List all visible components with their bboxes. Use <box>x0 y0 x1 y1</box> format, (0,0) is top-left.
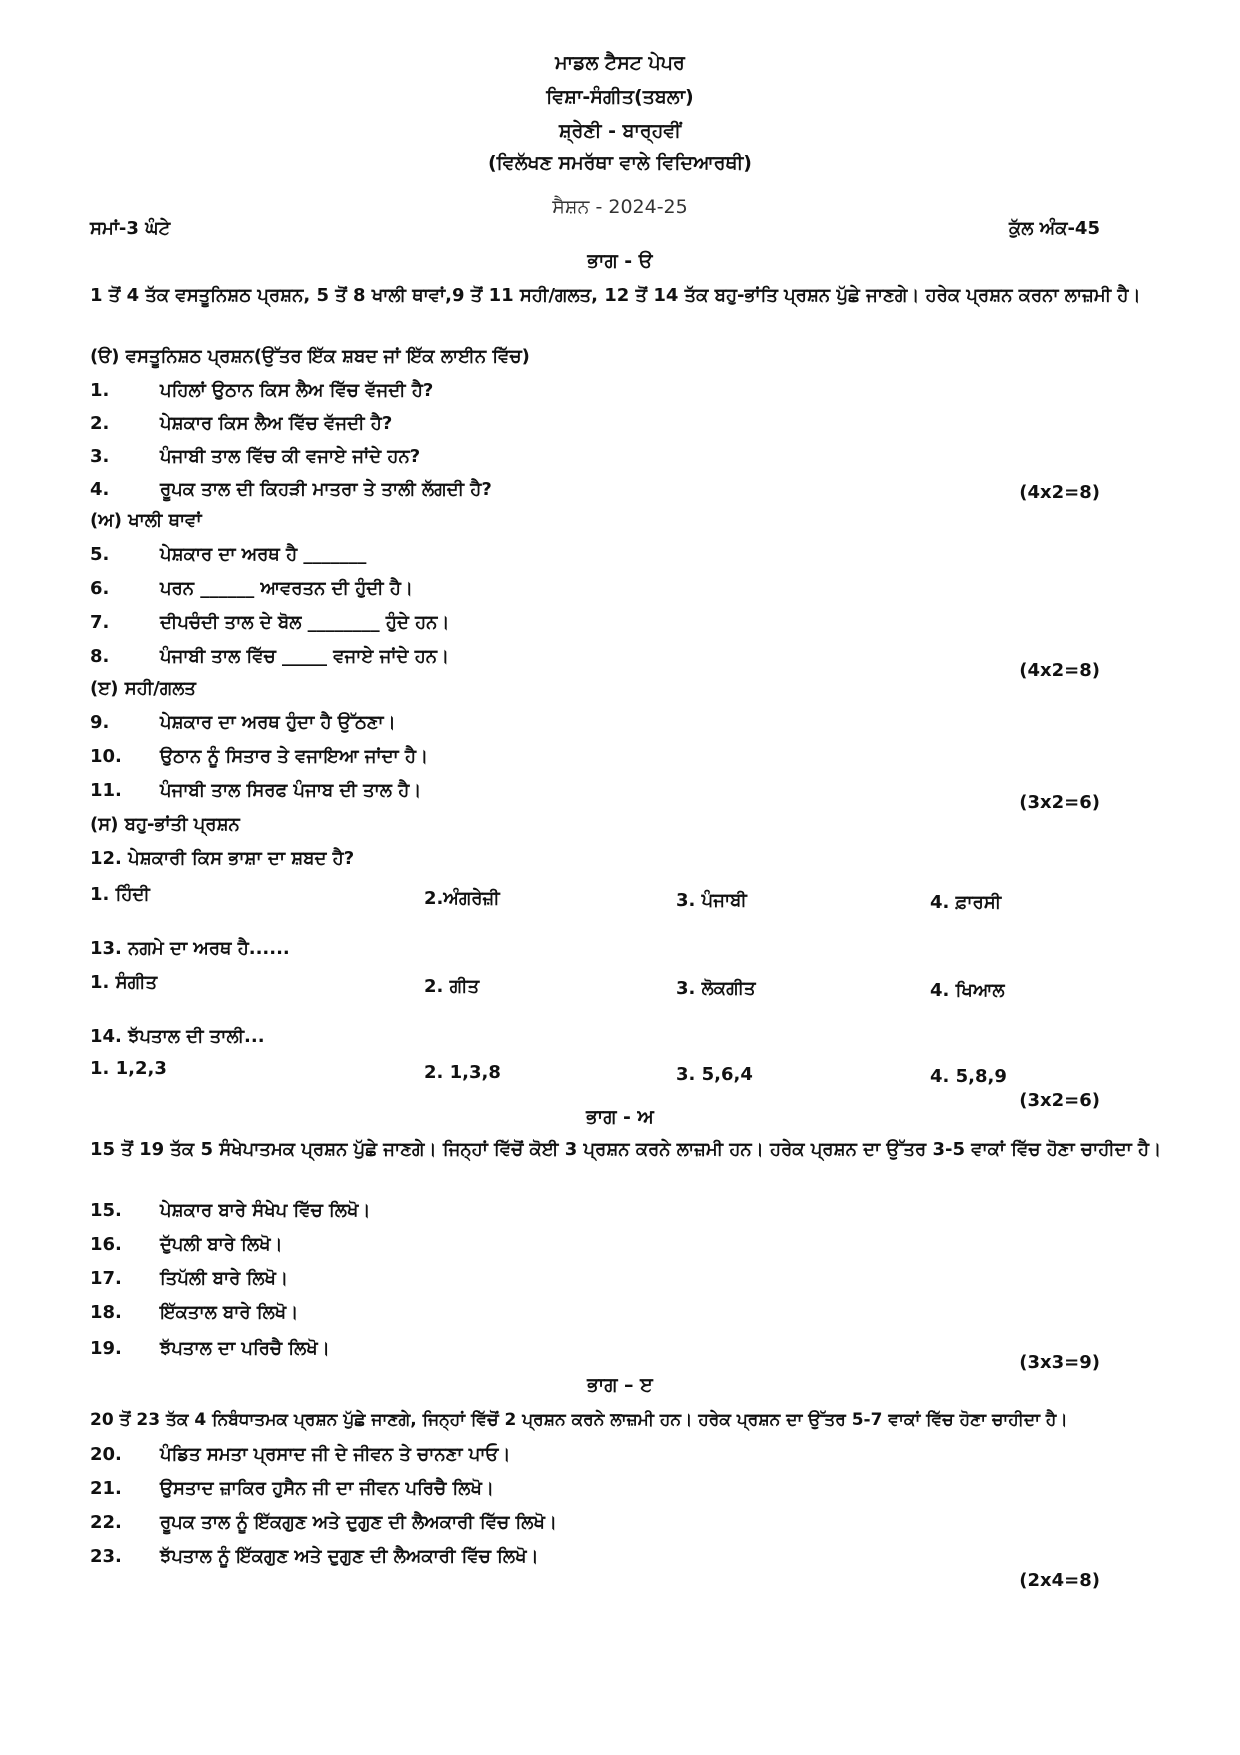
section-marks: (2x4=8) <box>1019 1570 1100 1591</box>
mcq-option: 1. ਹਿੰਦੀ <box>90 884 150 905</box>
question-text: ਉਠਾਨ ਨੂੰ ਸਿਤਾਰ ਤੇ ਵਜਾਇਆ ਜਾਂਦਾ ਹੈ। <box>160 746 429 767</box>
question-number: 21. <box>90 1478 122 1499</box>
mcq-option: 1. ਸੰਗੀਤ <box>90 972 158 993</box>
question-number: 17. <box>90 1268 122 1289</box>
question-text: ਪੇਸ਼ਕਾਰ ਕਿਸ ਲੈਅ ਵਿੱਚ ਵੱਜਦੀ ਹੈ? <box>160 413 393 434</box>
paper-title: ਮਾਡਲ ਟੈਸਟ ਪੇਪਰ <box>555 52 685 74</box>
mcq-option: 2. 1,3,8 <box>424 1062 501 1083</box>
mcq-option: 4. ਖਿਆਲ <box>930 980 1005 1001</box>
part-b-instructions: 15 ਤੋਂ 19 ਤੱਕ 5 ਸੰਖੇਪਾਤਮਕ ਪ੍ਰਸ਼ਨ ਪੁੱਛੇ ਜਾਣਗੇ। ਜਿਨ੍ਹਾਂ ਵਿੱਚੋਂ ਕੋਈ 3 ਪ੍ਰਸ਼ਨ ਕਰਨੇ ਲਾਜ਼ਮੀ ਹਨ। ਹਰੇਕ ਪ੍ਰਸ਼ਨ ਦਾ ਉੱਤਰ 3-5 ਵਾਕਾਂ ਵਿੱਚ ਹੋਣਾ ਚਾਹੀਦਾ ਹੈ। <box>90 1139 1162 1160</box>
question-number: 9. <box>90 712 110 733</box>
question-text: ਪੰਜਾਬੀ ਤਾਲ ਵਿੱਚ ਕੀ ਵਜਾਏ ਜਾਂਦੇ ਹਨ? <box>160 446 421 467</box>
question-number: 1. <box>90 380 110 401</box>
question-number: 11. <box>90 780 122 801</box>
part-b-heading: ਭਾਗ - ਅ <box>586 1106 654 1128</box>
question-text: ਪੰਡਿਤ ਸਮਤਾ ਪ੍ਰਸਾਦ ਜੀ ਦੇ ਜੀਵਨ ਤੇ ਚਾਨਣਾ ਪਾਓ। <box>160 1444 511 1465</box>
mcq-option: 3. 5,6,4 <box>676 1064 753 1085</box>
question-text: ਪਰਨ ______ ਆਵਰਤਨ ਦੀ ਹੁੰਦੀ ਹੈ। <box>160 578 414 599</box>
section-marks: (4x2=8) <box>1019 482 1100 503</box>
section-marks: (3x2=6) <box>1019 792 1100 813</box>
section-marks: (3x2=6) <box>1019 1090 1100 1111</box>
mcq-question: 13. ਨਗਮੇ ਦਾ ਅਰਥ ਹੈ...... <box>90 938 290 959</box>
question-text: ਦੀਪਚੰਦੀ ਤਾਲ ਦੇ ਬੋਲ ________ ਹੁੰਦੇ ਹਨ। <box>160 612 450 633</box>
question-number: 2. <box>90 413 110 434</box>
mcq-option: 1. 1,2,3 <box>90 1058 167 1079</box>
question-text: ਪੰਜਾਬੀ ਤਾਲ ਸਿਰਫ ਪੰਜਾਬ ਦੀ ਤਾਲ ਹੈ। <box>160 780 422 801</box>
mcq-question: 14. ਝੱਪਤਾਲ ਦੀ ਤਾਲੀ... <box>90 1026 265 1047</box>
section-gha-heading: (ਸ) ਬਹੁ-ਭਾਂਤੀ ਪ੍ਰਸ਼ਨ <box>90 814 240 835</box>
mcq-option: 4. ਫ਼ਾਰਸੀ <box>930 892 1002 913</box>
question-text: ਝੱਪਤਾਲ ਨੂੰ ਇੱਕਗੁਣ ਅਤੇ ਦੁਗੁਣ ਦੀ ਲੈਅਕਾਰੀ ਵਿੱਚ ਲਿਖੋ। <box>160 1546 539 1567</box>
question-text: ਪੇਸ਼ਕਾਰ ਦਾ ਅਰਥ ਹੈ _______ <box>160 544 367 565</box>
part-a-heading: ਭਾਗ - ੳ <box>587 250 653 272</box>
class-line: ਸ਼੍ਰੇਣੀ - ਬਾਰ੍ਹਵੀਂ <box>559 120 681 142</box>
category-line: (ਵਿਲੱਖਣ ਸਮਰੱਥਾ ਵਾਲੇ ਵਿਦਿਆਰਥੀ) <box>488 152 752 174</box>
question-text: ਇੱਕਤਾਲ ਬਾਰੇ ਲਿਖੋ। <box>160 1302 299 1323</box>
question-text: ਪਹਿਲਾਂ ਉਠਾਨ ਕਿਸ ਲੈਅ ਵਿੱਚ ਵੱਜਦੀ ਹੈ? <box>160 380 434 401</box>
mcq-option: 2.ਅੰਗਰੇਜ਼ੀ <box>424 888 500 909</box>
question-text: ਝੱਪਤਾਲ ਦਾ ਪਰਿਚੈ ਲਿਖੋ। <box>160 1338 330 1359</box>
mcq-question: 12. ਪੇਸ਼ਕਾਰੀ ਕਿਸ ਭਾਸ਼ਾ ਦਾ ਸ਼ਬਦ ਹੈ? <box>90 848 355 869</box>
time-label: ਸਮਾਂ-3 ਘੰਟੇ <box>90 218 171 239</box>
question-number: 16. <box>90 1234 122 1255</box>
question-text: ਪੇਸ਼ਕਾਰ ਦਾ ਅਰਥ ਹੁੰਦਾ ਹੈ ਉੱਠਣਾ। <box>160 712 396 733</box>
question-number: 3. <box>90 446 110 467</box>
section-marks: (4x2=8) <box>1019 660 1100 681</box>
question-number: 19. <box>90 1338 122 1359</box>
section-kha-heading: (ਅ) ਖਾਲੀ ਥਾਵਾਂ <box>90 510 202 531</box>
section-ka-heading: (ੳ) ਵਸਤੂਨਿਸ਼ਠ ਪ੍ਰਸ਼ਨ(ਉੱਤਰ ਇੱਕ ਸ਼ਬਦ ਜਾਂ ਇੱਕ ਲਾਈਨ ਵਿੱਚ) <box>90 346 530 367</box>
mcq-option: 2. ਗੀਤ <box>424 976 480 997</box>
question-text: ਤਿਪੱਲੀ ਬਾਰੇ ਲਿਖੋ। <box>160 1268 289 1289</box>
section-ga-heading: (ੲ) ਸਹੀ/ਗਲਤ <box>90 678 196 699</box>
part-c-heading: ਭਾਗ – ੲ <box>587 1374 653 1396</box>
question-text: ਪੰਜਾਬੀ ਤਾਲ ਵਿੱਚ _____ ਵਜਾਏ ਜਾਂਦੇ ਹਨ। <box>160 646 450 667</box>
question-number: 5. <box>90 544 110 565</box>
question-number: 15. <box>90 1200 122 1221</box>
question-number: 4. <box>90 479 110 500</box>
question-number: 6. <box>90 578 110 599</box>
question-text: ਰੂਪਕ ਤਾਲ ਨੂੰ ਇੱਕਗੁਣ ਅਤੇ ਦੁਗੁਣ ਦੀ ਲੈਅਕਾਰੀ ਵਿੱਚ ਲਿਖੋ। <box>160 1512 557 1533</box>
mcq-option: 4. 5,8,9 <box>930 1066 1007 1087</box>
mcq-option: 3. ਪੰਜਾਬੀ <box>676 890 747 911</box>
question-number: 7. <box>90 612 110 633</box>
subject-line: ਵਿਸ਼ਾ-ਸੰਗੀਤ(ਤਬਲਾ) <box>546 86 694 108</box>
part-a-instructions: 1 ਤੋਂ 4 ਤੱਕ ਵਸਤੂਨਿਸ਼ਠ ਪ੍ਰਸ਼ਨ, 5 ਤੋਂ 8 ਖਾਲੀ ਥਾਵਾਂ,9 ਤੋਂ 11 ਸਹੀ/ਗਲਤ, 12 ਤੋਂ 14 ਤੱਕ ਬਹੁ-ਭਾਂਤਿ ਪ੍ਰਸ਼ਨ ਪੁੱਛੇ ਜਾਣਗੇ। ਹਰੇਕ ਪ੍ਰਸ਼ਨ ਕਰਨਾ ਲਾਜ਼ਮੀ ਹੈ। <box>90 285 1141 306</box>
total-marks: ਕੁੱਲ ਅੰਕ-45 <box>1009 218 1100 239</box>
question-text: ਰੂਪਕ ਤਾਲ ਦੀ ਕਿਹੜੀ ਮਾਤਰਾ ਤੇ ਤਾਲੀ ਲੱਗਦੀ ਹੈ? <box>160 479 492 500</box>
question-number: 23. <box>90 1546 122 1567</box>
question-text: ਦੁੱਪਲੀ ਬਾਰੇ ਲਿਖੋ। <box>160 1234 283 1255</box>
question-number: 18. <box>90 1302 122 1323</box>
question-number: 8. <box>90 646 110 667</box>
mcq-option: 3. ਲੋਕਗੀਤ <box>676 978 756 999</box>
session-line: ਸੈਸ਼ਨ - 2024-25 <box>552 196 688 218</box>
question-text: ਪੇਸ਼ਕਾਰ ਬਾਰੇ ਸੰਖੇਪ ਵਿੱਚ ਲਿਖੋ। <box>160 1200 371 1221</box>
question-number: 20. <box>90 1444 122 1465</box>
section-marks: (3x3=9) <box>1019 1352 1100 1373</box>
question-number: 22. <box>90 1512 122 1533</box>
question-text: ਉਸਤਾਦ ਜ਼ਾਕਿਰ ਹੁਸੈਨ ਜੀ ਦਾ ਜੀਵਨ ਪਰਿਚੈ ਲਿਖੋ। <box>160 1478 494 1499</box>
question-number: 10. <box>90 746 122 767</box>
part-c-instructions: 20 ਤੋਂ 23 ਤੱਕ 4 ਨਿਬੰਧਾਤਮਕ ਪ੍ਰਸ਼ਨ ਪੁੱਛੇ ਜਾਣਗੇ, ਜਿਨ੍ਹਾਂ ਵਿੱਚੋਂ 2 ਪ੍ਰਸ਼ਨ ਕਰਨੇ ਲਾਜ਼ਮੀ ਹਨ। ਹਰੇਕ ਪ੍ਰਸ਼ਨ ਦਾ ਉੱਤਰ 5-7 ਵਾਕਾਂ ਵਿੱਚ ਹੋਣਾ ਚਾਹੀਦਾ ਹੈ। <box>90 1410 1068 1430</box>
